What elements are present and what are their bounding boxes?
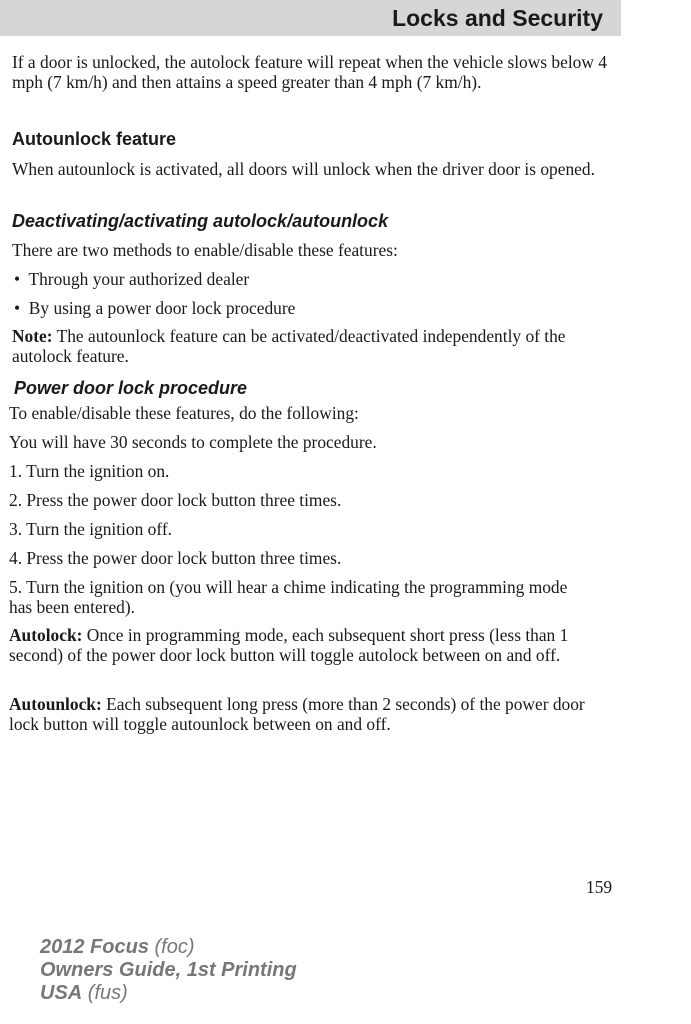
footer-model: 2012 Focus [40,936,149,958]
bullet-text: Through your authorized dealer [28,269,250,289]
bullet-item [14,298,295,318]
footer-market-code: (fus) [82,982,128,1004]
page-number: 159 [586,877,613,897]
procedure-step: 4. Press the power door lock button three times. [9,548,342,568]
procedure-time: You will have 30 seconds to complete the procedure. [9,432,377,452]
section-title: Locks and Security [392,5,603,31]
note-text: The autounlock feature can be activated/deactivated independently of the autolock feature. [12,326,566,366]
bullet-item [14,269,249,289]
note-paragraph [12,326,624,366]
footer-line-market [40,982,297,1005]
intro-paragraph: If a door is unlocked, the autolock feature will repeat when the vehicle slows below 4 mph (7 km/h) and then attains a speed greater than 4 mph (7 km/h). [12,52,607,92]
autounlock-heading: Autounlock feature [12,129,177,149]
bullet-symbol: • [14,298,21,318]
bullet-symbol: • [14,269,21,289]
procedure-step: 2. Press the power door lock button three times. [9,490,342,510]
autounlock-label: Autounlock: [9,694,102,714]
footer-line-model [40,936,297,959]
footer-market: USA [40,982,83,1004]
autolock-text: Once in programming mode, each subsequent short press (less than 1 second) of the power door lock button will toggle autolock between on and off. [9,625,569,665]
procedure-step: 3. Turn the ignition off. [9,519,172,539]
print-footer [40,936,297,1005]
section-header-bar [0,0,621,36]
footer-line-printing: Owners Guide, 1st Printing [40,959,297,981]
autolock-paragraph [9,625,619,665]
methods-paragraph: There are two methods to enable/disable these features: [12,240,398,260]
procedure-heading: Power door lock procedure [14,378,248,398]
autounlock-text: Each subsequent long press (more than 2 seconds) of the power door lock button will toggle autounlock between on and off. [9,694,585,734]
autounlock-toggle-paragraph [9,694,619,734]
autolock-label: Autolock: [9,625,83,645]
note-label: Note: [12,326,53,346]
deactivating-heading: Deactivating/activating autolock/autounlock [12,211,389,231]
procedure-step: 5. Turn the ignition on (you will hear a chime indicating the programming mode has been entered). [9,577,568,617]
procedure-step: 1. Turn the ignition on. [9,461,170,481]
bullet-text: By using a power door lock procedure [28,298,296,318]
footer-model-code: (foc) [148,936,195,958]
procedure-intro: To enable/disable these features, do the following: [9,403,359,423]
autounlock-paragraph: When autounlock is activated, all doors will unlock when the driver door is opened. [12,159,595,179]
